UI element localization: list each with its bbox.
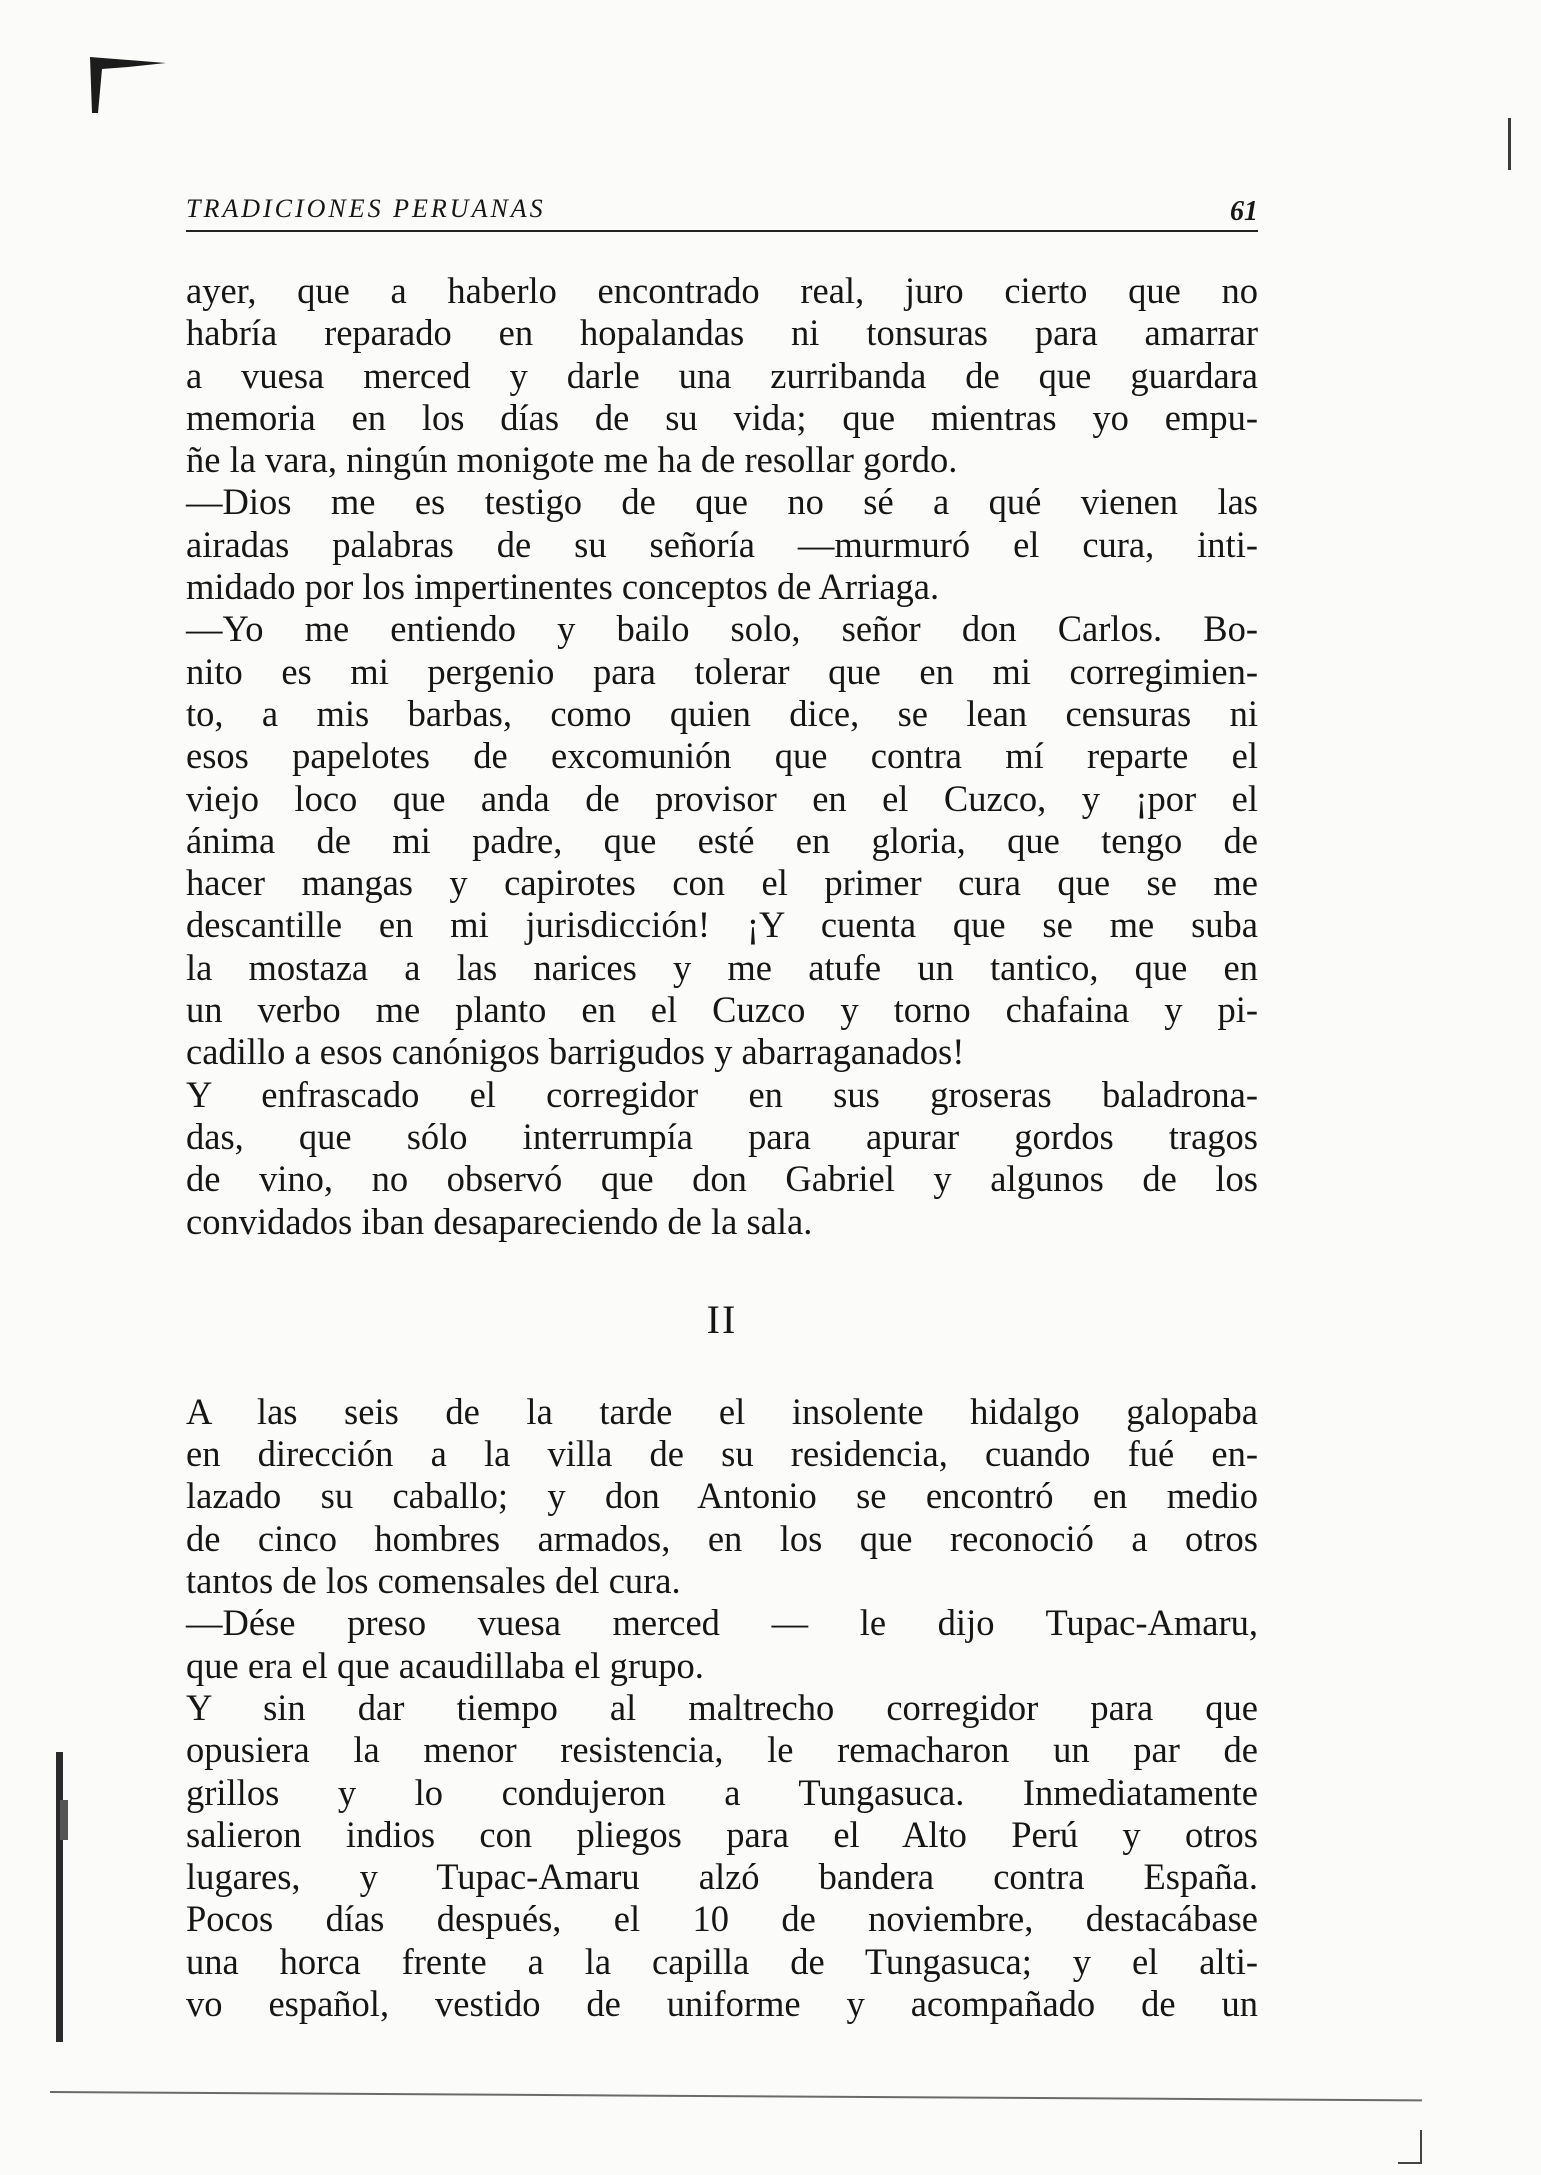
text-line: vo español, vestido de uniforme y acompañado de un bbox=[186, 1982, 1258, 2024]
text-line: to, a mis barbas, como quien dice, se lean censuras ni bbox=[186, 692, 1258, 734]
text-line: A las seis de la tarde el insolente hidalgo galopaba bbox=[186, 1390, 1258, 1432]
page-header bbox=[186, 188, 1258, 232]
text-line: cadillo a esos canónigos barrigudos y abarraganados! bbox=[186, 1031, 965, 1073]
scan-binding-mark bbox=[56, 1752, 63, 2042]
corner-flag-mark bbox=[88, 55, 168, 115]
text-line: Y sin dar tiempo al maltrecho corregidor para que bbox=[186, 1686, 1258, 1728]
text-line: ñe la vara, ningún monigote me ha de resollar gordo. bbox=[186, 439, 958, 481]
text-line: una horca frente a la capilla de Tungasuca; y el alti- bbox=[186, 1940, 1258, 1982]
text-line: ánima de mi padre, que esté en gloria, que tengo de bbox=[186, 819, 1258, 861]
text-line: que era el que acaudillaba el grupo. bbox=[186, 1644, 704, 1686]
text-line: ayer, que a haberlo encontrado real, juro cierto que no bbox=[186, 270, 1258, 311]
section-one bbox=[186, 270, 1258, 1243]
text-line: salieron indios con pliegos para el Alto Perú y otros bbox=[186, 1813, 1258, 1855]
text-line: esos papelotes de excomunión que contra mí reparte el bbox=[186, 735, 1258, 777]
text-line: —Dése preso vuesa merced — le dijo Tupac-Amaru, bbox=[186, 1602, 1258, 1644]
text-line: Y enfrascado el corregidor en sus groseras baladrona- bbox=[186, 1073, 1258, 1115]
text-line: de cinco hombres armados, en los que reconoció a otros bbox=[186, 1517, 1258, 1559]
text-line: la mostaza a las narices y me atufe un tantico, que en bbox=[186, 946, 1258, 988]
text-line: a vuesa merced y darle una zurribanda de que guardara bbox=[186, 354, 1258, 396]
body-text bbox=[186, 270, 1258, 2025]
text-line: airadas palabras de su señoría —murmuró el cura, inti- bbox=[186, 523, 1258, 565]
text-line: das, que sólo interrumpía para apurar gordos tragos bbox=[186, 1115, 1258, 1157]
text-line: memoria en los días de su vida; que mientras yo empu- bbox=[186, 396, 1258, 438]
scan-edge-mark bbox=[1508, 118, 1511, 170]
text-line: nito es mi pergenio para tolerar que en mi corregimien- bbox=[186, 650, 1258, 692]
text-line: opusiera la menor resistencia, le remacharon un par de bbox=[186, 1729, 1258, 1771]
text-line: hacer mangas y capirotes con el primer cura que se me bbox=[186, 862, 1258, 904]
scan-corner-hook-foot bbox=[1398, 2162, 1422, 2164]
text-line: habría reparado en hopalandas ni tonsuras para amarrar bbox=[186, 312, 1258, 354]
text-line: —Dios me es testigo de que no sé a qué vienen las bbox=[186, 481, 1258, 523]
text-line: —Yo me entiendo y bailo solo, señor don Carlos. Bo- bbox=[186, 608, 1258, 650]
text-line: de vino, no observó que don Gabriel y algunos de los bbox=[186, 1158, 1258, 1200]
text-line: descantille en mi jurisdicción! ¡Y cuenta que se me suba bbox=[186, 904, 1258, 946]
text-line: convidados iban desapareciendo de la sala. bbox=[186, 1200, 813, 1242]
scan-bottom-edge bbox=[50, 2091, 1422, 2101]
text-line: lazado su caballo; y don Antonio se encontró en medio bbox=[186, 1475, 1258, 1517]
page-number: 61 bbox=[1230, 196, 1258, 227]
text-line: midado por los impertinentes conceptos de Arriaga. bbox=[186, 566, 940, 608]
text-line: un verbo me planto en el Cuzco y torno chafaina y pi- bbox=[186, 989, 1258, 1031]
text-line: Pocos días después, el 10 de noviembre, destacábase bbox=[186, 1898, 1258, 1940]
running-title: TRADICIONES PERUANAS bbox=[186, 194, 546, 223]
text-line: grillos y lo condujeron a Tungasuca. Inmediatamente bbox=[186, 1771, 1258, 1813]
scan-binding-notch bbox=[60, 1800, 68, 1840]
section-two bbox=[186, 1391, 1258, 2025]
text-line: tantos de los comensales del cura. bbox=[186, 1560, 681, 1602]
text-line: lugares, y Tupac-Amaru alzó bandera contra España. bbox=[186, 1856, 1258, 1898]
scan-corner-hook bbox=[1420, 2130, 1422, 2164]
section-heading: II bbox=[706, 1296, 738, 1342]
text-line: viejo loco que anda de provisor en el Cuzco, y ¡por el bbox=[186, 777, 1258, 819]
text-line: en dirección a la villa de su residencia, cuando fué en- bbox=[186, 1433, 1258, 1475]
